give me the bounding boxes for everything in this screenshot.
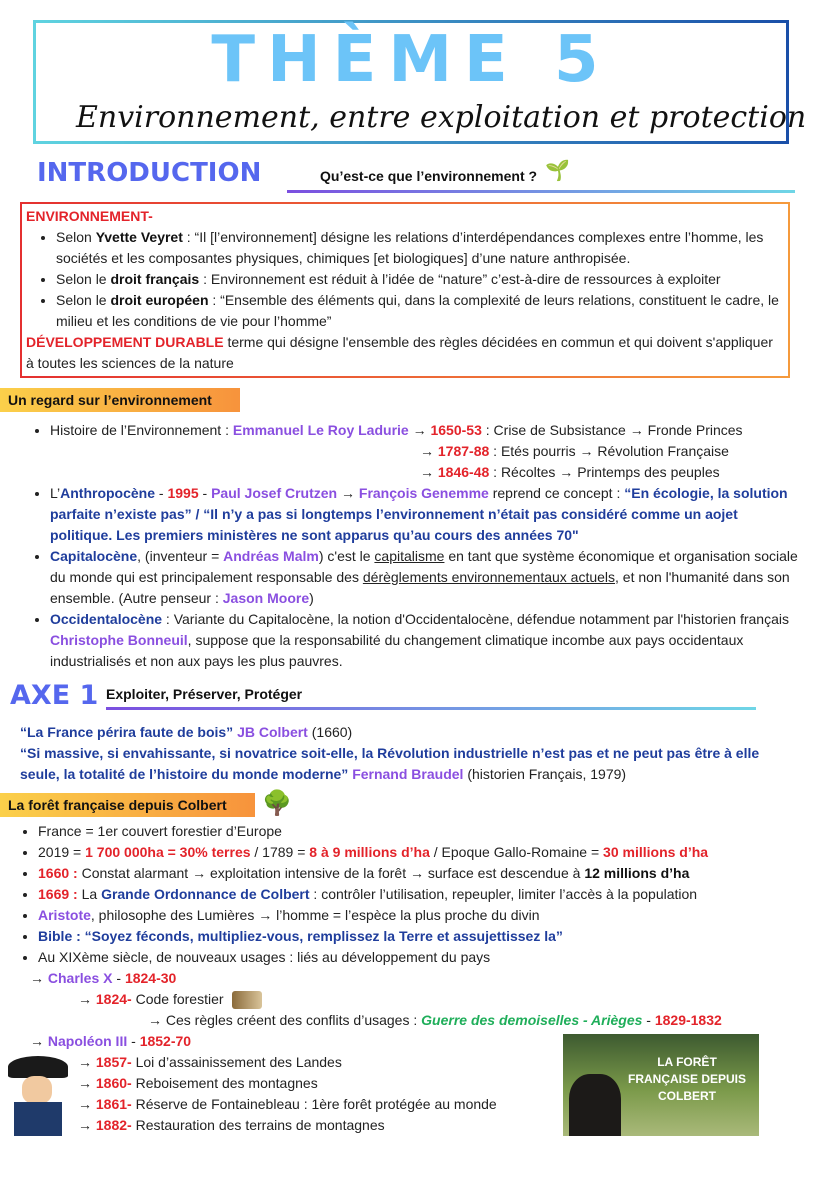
text-segment: →: [30, 970, 48, 986]
text-segment: 1882-: [95, 1117, 132, 1133]
text-segment: 1861-: [95, 1096, 132, 1112]
text-segment: Napoléon III: [47, 1033, 128, 1049]
list-item: [38, 884, 798, 905]
axe-underline: [106, 707, 756, 710]
text-segment: Aristote: [38, 907, 91, 923]
text-segment: : Etés pourris → Révolution Française: [489, 443, 729, 459]
text-segment: ENVIRONNEMENT-: [26, 208, 153, 224]
text-segment: ) c'est le: [318, 548, 375, 564]
list-item: [56, 290, 784, 332]
text-segment: : “Il [l’environnement] désigne les relations d’interdépendances complexes entre l’homme, les sociétés et les composantes physiques, chimiques [et biologiques] d’une nature anthropisée.: [56, 229, 764, 266]
text-segment: →: [337, 485, 359, 501]
text-segment: Occidentalocène: [50, 611, 163, 627]
regard-tag-row: [0, 388, 828, 414]
intro-underline: [287, 190, 795, 193]
text-segment: -: [642, 1012, 655, 1028]
text-segment: JB Colbert: [237, 724, 308, 740]
text-segment: -: [155, 485, 168, 501]
document-page: [0, 20, 828, 1191]
bullet-list: [8, 821, 798, 968]
title-banner: [33, 20, 807, 144]
theme-subtitle: Environnement, entre exploitation et protection: [76, 100, 807, 135]
text-segment: Selon le: [56, 292, 111, 308]
text-segment: Reboisement des montagnes: [131, 1075, 318, 1091]
paragraph: [26, 206, 784, 227]
bullet-list: [20, 420, 800, 672]
bullet-list: [26, 227, 784, 332]
text-segment: “Si massive, si envahissante, si novatrice soit-elle, la Révolution industrielle n’est pas et ne peut pas être à elle seule, la totalité de l’histoire du monde moderne”: [20, 745, 760, 782]
list-item: [50, 483, 800, 546]
text-segment: Histoire de l’Environnement :: [50, 422, 233, 438]
text-segment: 1857-: [95, 1054, 132, 1070]
text-segment: →: [78, 991, 96, 1007]
list-item: [50, 609, 800, 672]
sprout-icon: 🌱: [545, 160, 570, 182]
axe-subtitle: Exploiter, Préserver, Protéger: [106, 686, 303, 702]
text-segment: : Environnement est réduit à l’idée de “nature” c’est-à-dire de ressources à exploiter: [199, 271, 721, 287]
book-image: [232, 991, 262, 1009]
text-segment: capitalisme: [374, 548, 445, 564]
text-segment: Emmanuel Le Roy Ladurie: [232, 422, 409, 438]
text-segment: reprend ce concept :: [488, 485, 625, 501]
axe-header: [0, 680, 828, 718]
text-segment: Selon le: [56, 271, 111, 287]
foret-colbert-image: [563, 1034, 759, 1136]
text-segment: , (inventeur =: [137, 548, 224, 564]
paragraph: [20, 722, 790, 743]
text-segment: “En écologie, la solution parfaite n’existe pas” / “Il n’y a pas si longtemps l’environnement n’était pas considéré comme un aojet politique. Les premiers ministères ne sont apparus qu’au cours des années 70": [50, 485, 788, 543]
text-segment: : contrôler l’utilisation, repeupler, limiter l’accès à la population: [309, 886, 698, 902]
intro-question: Qu’est-ce que l’environnement ?: [320, 168, 538, 184]
text-segment: Fernand Braudel: [352, 766, 464, 782]
foret-section: [8, 821, 798, 1136]
text-segment: dérèglements environnementaux actuels: [362, 569, 616, 585]
text-segment: 1824-30: [124, 970, 177, 986]
indented-line: [50, 462, 800, 483]
paragraph: [26, 332, 784, 374]
text-segment: 1995: [167, 485, 199, 501]
text-segment: Yvette Veyret: [95, 229, 183, 245]
text-segment: L’: [50, 485, 61, 501]
text-segment: ): [309, 590, 314, 606]
paragraph: [20, 743, 790, 785]
text-segment: Jason Moore: [222, 590, 310, 606]
text-segment: : Crise de Subsistance → Fronde Princes: [481, 422, 743, 438]
text-segment: 1829-1832: [654, 1012, 722, 1028]
text-segment: 2019 =: [38, 844, 86, 860]
text-segment: Andréas Malm: [223, 548, 319, 564]
text-segment: 1669 :: [38, 886, 78, 902]
text-segment: : Variante du Capitalocène, la notion d'Occidentalocène, défendue notamment par l'historien français: [162, 611, 789, 627]
text-segment: 1824-: [95, 991, 132, 1007]
tree-icon: 🌳: [262, 790, 292, 817]
text-segment: Charles X: [47, 970, 113, 986]
text-segment: 1852-70: [139, 1033, 192, 1049]
text-segment: droit français: [110, 271, 200, 287]
indented-line: [8, 1010, 798, 1031]
indented-line: [8, 989, 798, 1010]
text-segment: →: [408, 422, 431, 438]
text-segment: Christophe Bonneuil: [50, 632, 188, 648]
text-segment: →: [78, 1075, 96, 1091]
text-segment: 1787-88: [437, 443, 490, 459]
text-segment: → Ces règles créent des conflits d’usages :: [148, 1012, 422, 1028]
text-segment: “La France périra faute de bois”: [20, 724, 234, 740]
section-tag-regard: Un regard sur l’environnement: [0, 388, 240, 412]
image-caption: LA FORÊT FRANÇAISE DEPUIS COLBERT: [627, 1055, 746, 1103]
intro-header: [0, 154, 828, 198]
text-segment: Code forestier: [131, 991, 224, 1007]
intro-heading: INTRODUCTION: [37, 158, 262, 188]
list-item: [50, 420, 800, 441]
text-segment: →: [78, 1096, 96, 1112]
text-segment: François Genemme: [358, 485, 489, 501]
text-segment: →: [78, 1054, 96, 1070]
section-tag-foret: La forêt française depuis Colbert: [0, 793, 255, 817]
text-segment: : “Ensemble des éléments qui, dans la complexité de leurs relations, constituent le cadre, le milieu et les conditions de vie pour l’homme”: [56, 292, 779, 329]
text-segment: en tant que système économique et organisation sociale du monde qui est principalement responsable des: [50, 548, 798, 585]
text-segment: (1660): [307, 724, 353, 740]
text-segment: 1660 :: [38, 865, 78, 881]
list-item: [38, 905, 798, 926]
text-segment: , suppose que la responsabilité du changement climatique incombe aux pays occidentaux industrialisés et non aux pays les plus pauvres.: [50, 632, 744, 669]
text-segment: Guerre des demoiselles - Arièges: [421, 1012, 643, 1028]
foret-tag-row: [0, 790, 828, 819]
list-item: [56, 227, 784, 269]
list-item: [56, 269, 784, 290]
indented-line: [50, 441, 800, 462]
list-item: [38, 842, 798, 863]
text-segment: 1860-: [95, 1075, 132, 1091]
list-item: [38, 821, 798, 842]
text-segment: →: [30, 1033, 48, 1049]
text-segment: DÉVELOPPEMENT DURABLE: [26, 334, 224, 350]
text-segment: Paul Josef Crutzen: [211, 485, 338, 501]
text-segment: 8 à 9 millions d’ha: [309, 844, 430, 860]
regard-content: [20, 420, 800, 672]
text-segment: Réserve de Fontainebleau : 1ère forêt protégée au monde: [131, 1096, 497, 1112]
theme-title: THÈME 5: [211, 23, 611, 97]
text-segment: →: [420, 464, 438, 480]
text-segment: France = 1er couvert forestier d’Europe: [38, 823, 282, 839]
napoleon-illustration: [8, 1056, 68, 1136]
axe-heading: AXE 1: [10, 680, 99, 711]
text-segment: Loi d’assainissement des Landes: [131, 1054, 342, 1070]
text-segment: droit européen: [110, 292, 209, 308]
text-segment: : Récoltes → Printemps des peuples: [489, 464, 720, 480]
indented-line: [8, 968, 798, 989]
list-item: [38, 947, 798, 968]
text-segment: Anthropocène: [60, 485, 156, 501]
text-segment: Au XIXème siècle, de nouveaux usages : liés au développement du pays: [38, 949, 491, 965]
text-segment: 12 millions d’ha: [584, 865, 690, 881]
text-segment: -: [112, 970, 125, 986]
text-segment: Bible : “Soyez féconds, multipliez-vous, remplissez la Terre et assujettissez la”: [38, 928, 563, 944]
text-segment: / 1789 =: [250, 844, 310, 860]
list-item: [38, 926, 798, 947]
text-segment: Grande Ordonnance de Colbert: [101, 886, 310, 902]
text-segment: Constat alarmant → exploitation intensive de la forêt → surface est descendue à: [77, 865, 585, 881]
text-segment: , philosophe des Lumières → l’homme = l’espèce la plus proche du divin: [90, 907, 540, 923]
text-segment: 30 millions d’ha: [603, 844, 709, 860]
text-segment: terme qui désigne l'ensemble des règles décidées en commun et qui doivent s'appliquer à toutes les sciences de la nature: [26, 334, 773, 371]
text-segment: , et non l'humanité dans son ensemble. (Autre penseur :: [50, 569, 790, 606]
text-segment: / Epoque Gallo-Romaine =: [429, 844, 604, 860]
text-segment: Restauration des terrains de montagnes: [131, 1117, 385, 1133]
text-segment: 1846-48: [437, 464, 490, 480]
text-segment: (historien Français, 1979): [463, 766, 627, 782]
text-segment: 1 700 000ha = 30% terres: [85, 844, 251, 860]
list-item: [38, 863, 798, 884]
text-segment: 1650-53: [430, 422, 482, 438]
axe-quotes: [20, 722, 790, 785]
intro-definitions-box: [20, 202, 790, 378]
list-item: [50, 546, 800, 609]
text-segment: La: [77, 886, 102, 902]
text-segment: Capitalocène: [50, 548, 138, 564]
text-segment: -: [198, 485, 212, 501]
text-segment: →: [420, 443, 438, 459]
text-segment: Selon: [56, 229, 96, 245]
text-segment: →: [78, 1117, 96, 1133]
text-segment: -: [127, 1033, 140, 1049]
